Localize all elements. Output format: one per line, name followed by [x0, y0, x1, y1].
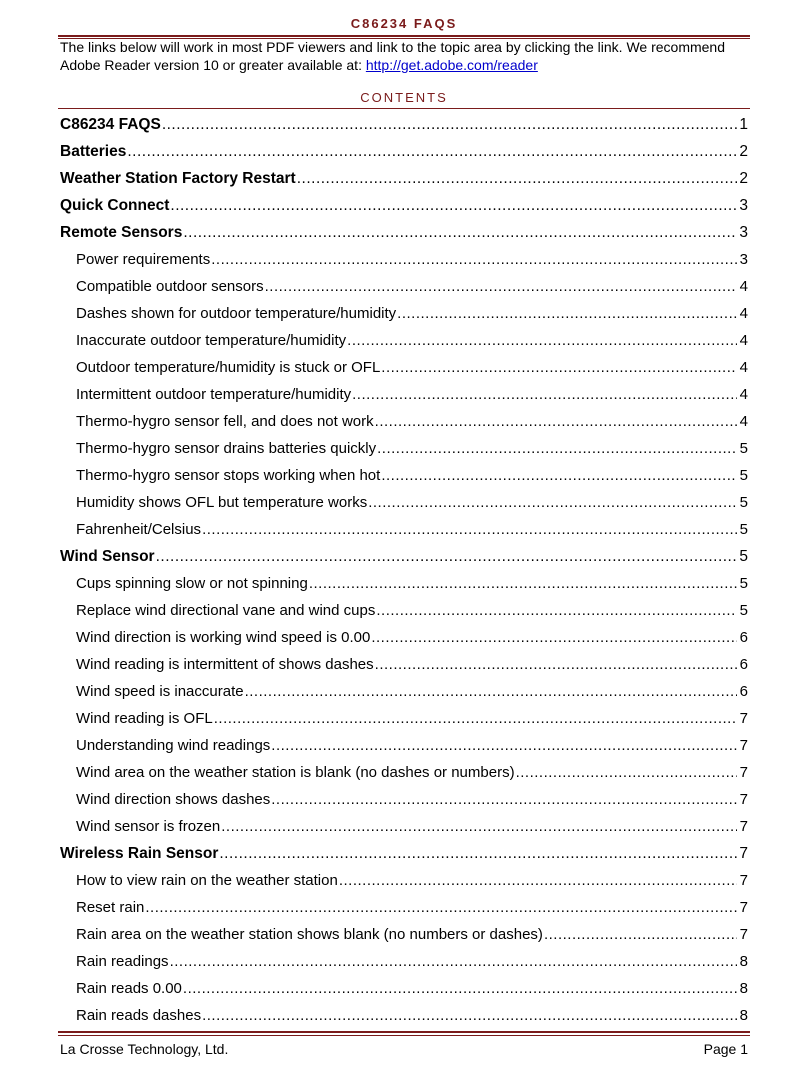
toc-dot-leader [183, 975, 737, 1002]
toc-entry-page: 5 [739, 440, 748, 457]
toc-entry-page: 8 [739, 953, 748, 970]
toc-dot-leader [183, 219, 737, 246]
toc-entry[interactable] [60, 948, 748, 975]
toc-entry-page: 5 [739, 521, 748, 538]
toc-dot-leader [221, 813, 737, 840]
toc-entry-label: Outdoor temperature/humidity is stuck or OFL [76, 359, 381, 376]
toc-dot-leader [397, 300, 737, 327]
toc-entry-label: Remote Sensors [60, 224, 183, 241]
toc-dot-leader [202, 1002, 737, 1029]
toc-dot-leader [381, 462, 737, 489]
toc-entry-label: Fahrenheit/Celsius [76, 521, 202, 538]
toc-entry[interactable] [60, 705, 748, 732]
toc-entry-page: 7 [739, 791, 748, 808]
toc-entry-page: 4 [739, 278, 748, 295]
toc-dot-leader [145, 894, 737, 921]
toc-entry[interactable] [60, 138, 748, 165]
toc-entry-label: Replace wind directional vane and wind cups [76, 602, 376, 619]
toc-entry-page: 5 [739, 602, 748, 619]
toc-entry-label: Wireless Rain Sensor [60, 845, 219, 862]
toc-entry[interactable] [60, 921, 748, 948]
toc-dot-leader [271, 786, 737, 813]
toc-entry-page: 7 [739, 737, 748, 754]
toc-dot-leader [297, 165, 737, 192]
toc-entry-page: 5 [739, 548, 748, 565]
toc-entry-label: How to view rain on the weather station [76, 872, 338, 889]
toc-entry[interactable] [60, 246, 748, 273]
toc-entry-page: 8 [739, 1007, 748, 1024]
toc-entry[interactable] [60, 165, 748, 192]
footer-company: La Crosse Technology, Ltd. [60, 1041, 229, 1057]
toc-entry-label: Cups spinning slow or not spinning [76, 575, 308, 592]
contents-rule [58, 108, 750, 109]
toc-entry-label: Wind Sensor [60, 548, 155, 565]
toc-dot-leader [516, 759, 737, 786]
toc-dot-leader [371, 624, 737, 651]
toc-dot-leader [375, 651, 737, 678]
toc-entry-label: Wind speed is inaccurate [76, 683, 244, 700]
toc-entry-page: 7 [739, 872, 748, 889]
toc-entry-label: Wind reading is OFL [76, 710, 213, 727]
toc-entry[interactable] [60, 543, 748, 570]
toc-entry-page: 4 [739, 413, 748, 430]
toc-entry-label: Reset rain [76, 899, 145, 916]
toc-dot-leader [211, 246, 737, 273]
toc-entry-page: 6 [739, 629, 748, 646]
toc-entry-label: Intermittent outdoor temperature/humidity [76, 386, 352, 403]
toc-entry[interactable] [60, 327, 748, 354]
toc-dot-leader [214, 705, 737, 732]
toc-entry[interactable] [60, 300, 748, 327]
toc-dot-leader [544, 921, 737, 948]
toc-entry-page: 8 [739, 980, 748, 997]
toc-entry-label: Understanding wind readings [76, 737, 271, 754]
toc-entry[interactable] [60, 732, 748, 759]
toc-entry[interactable] [60, 462, 748, 489]
toc-entry-label: C86234 FAQS [60, 116, 161, 133]
toc-entry[interactable] [60, 219, 748, 246]
toc-dot-leader [339, 867, 737, 894]
toc-entry[interactable] [60, 1002, 748, 1029]
toc-entry[interactable] [60, 570, 748, 597]
toc-entry-label: Humidity shows OFL but temperature works [76, 494, 368, 511]
footer-page-number: Page 1 [703, 1041, 748, 1057]
toc-entry-page: 5 [739, 575, 748, 592]
toc-entry-page: 2 [739, 170, 748, 187]
toc-entry[interactable] [60, 408, 748, 435]
toc-dot-leader [381, 354, 737, 381]
toc-entry-label: Thermo-hygro sensor stops working when hot [76, 467, 381, 484]
toc-dot-leader [377, 435, 737, 462]
intro-text: The links below will work in most PDF viewers and link to the topic area by clicking the link. We recommend Adobe Reader version 10 or greater available at: [60, 39, 725, 73]
header-rule-top [58, 35, 750, 37]
toc-entry-page: 5 [739, 467, 748, 484]
toc-entry-page: 4 [739, 359, 748, 376]
toc-entry[interactable] [60, 975, 748, 1002]
toc-entry-label: Weather Station Factory Restart [60, 170, 296, 187]
toc-dot-leader [127, 138, 737, 165]
toc-entry[interactable] [60, 786, 748, 813]
toc-entry-label: Thermo-hygro sensor drains batteries quickly [76, 440, 377, 457]
toc-entry-page: 7 [739, 818, 748, 835]
toc-dot-leader [170, 948, 737, 975]
table-of-contents [60, 111, 748, 1029]
toc-entry[interactable] [60, 381, 748, 408]
toc-entry-label: Inaccurate outdoor temperature/humidity [76, 332, 347, 349]
toc-dot-leader [245, 678, 737, 705]
toc-entry-page: 3 [739, 251, 748, 268]
toc-dot-leader [162, 111, 737, 138]
toc-dot-leader [156, 543, 737, 570]
toc-entry[interactable] [60, 597, 748, 624]
toc-entry-label: Batteries [60, 143, 127, 160]
toc-entry[interactable] [60, 813, 748, 840]
toc-entry-page: 4 [739, 305, 748, 322]
toc-dot-leader [265, 273, 737, 300]
toc-entry-label: Rain reads 0.00 [76, 980, 182, 997]
toc-dot-leader [202, 516, 737, 543]
toc-entry[interactable] [60, 516, 748, 543]
intro-paragraph [60, 38, 750, 74]
toc-entry-page: 4 [739, 332, 748, 349]
toc-dot-leader [219, 840, 737, 867]
toc-entry[interactable] [60, 273, 748, 300]
toc-entry-label: Wind sensor is frozen [76, 818, 221, 835]
footer-rule-top [58, 1031, 750, 1033]
toc-entry[interactable] [60, 894, 748, 921]
toc-entry-page: 7 [739, 899, 748, 916]
toc-entry-page: 4 [739, 386, 748, 403]
toc-entry-label: Rain area on the weather station shows blank (no numbers or dashes) [76, 926, 543, 943]
toc-entry[interactable] [60, 354, 748, 381]
toc-entry-page: 7 [739, 764, 748, 781]
toc-entry-page: 1 [739, 116, 748, 133]
toc-dot-leader [352, 381, 737, 408]
toc-dot-leader [347, 327, 737, 354]
toc-entry[interactable] [60, 840, 748, 867]
toc-entry-label: Wind reading is intermittent of shows dashes [76, 656, 374, 673]
footer-rule-bottom [58, 1035, 750, 1036]
toc-entry[interactable] [60, 759, 748, 786]
toc-entry-label: Rain reads dashes [76, 1007, 202, 1024]
toc-entry-label: Compatible outdoor sensors [76, 278, 264, 295]
toc-entry[interactable] [60, 624, 748, 651]
toc-dot-leader [271, 732, 737, 759]
toc-entry-label: Rain readings [76, 953, 169, 970]
toc-entry-page: 5 [739, 494, 748, 511]
toc-entry-page: 3 [739, 197, 748, 214]
page-title: C86234 FAQS [350, 16, 458, 31]
toc-entry-label: Quick Connect [60, 197, 170, 214]
toc-entry-page: 7 [739, 710, 748, 727]
toc-dot-leader [309, 570, 737, 597]
adobe-reader-link[interactable]: http://get.adobe.com/reader [365, 57, 538, 73]
toc-dot-leader [170, 192, 737, 219]
toc-entry-page: 6 [739, 656, 748, 673]
toc-entry[interactable] [60, 111, 748, 138]
contents-heading: CONTENTS [360, 90, 448, 105]
toc-entry[interactable] [60, 192, 748, 219]
toc-dot-leader [376, 597, 737, 624]
toc-entry[interactable] [60, 678, 748, 705]
toc-entry[interactable] [60, 651, 748, 678]
toc-entry-label: Wind area on the weather station is blank (no dashes or numbers) [76, 764, 515, 781]
toc-entry-page: 6 [739, 683, 748, 700]
toc-entry[interactable] [60, 867, 748, 894]
toc-entry[interactable] [60, 435, 748, 462]
toc-entry-page: 7 [739, 926, 748, 943]
toc-entry-label: Dashes shown for outdoor temperature/humidity [76, 305, 397, 322]
toc-entry-label: Wind direction shows dashes [76, 791, 271, 808]
toc-entry-label: Thermo-hygro sensor fell, and does not work [76, 413, 374, 430]
toc-entry[interactable] [60, 489, 748, 516]
toc-entry-page: 7 [739, 845, 748, 862]
toc-entry-page: 2 [739, 143, 748, 160]
toc-entry-label: Power requirements [76, 251, 211, 268]
toc-entry-page: 3 [739, 224, 748, 241]
toc-dot-leader [375, 408, 737, 435]
toc-dot-leader [368, 489, 737, 516]
toc-entry-label: Wind direction is working wind speed is 0.00 [76, 629, 371, 646]
